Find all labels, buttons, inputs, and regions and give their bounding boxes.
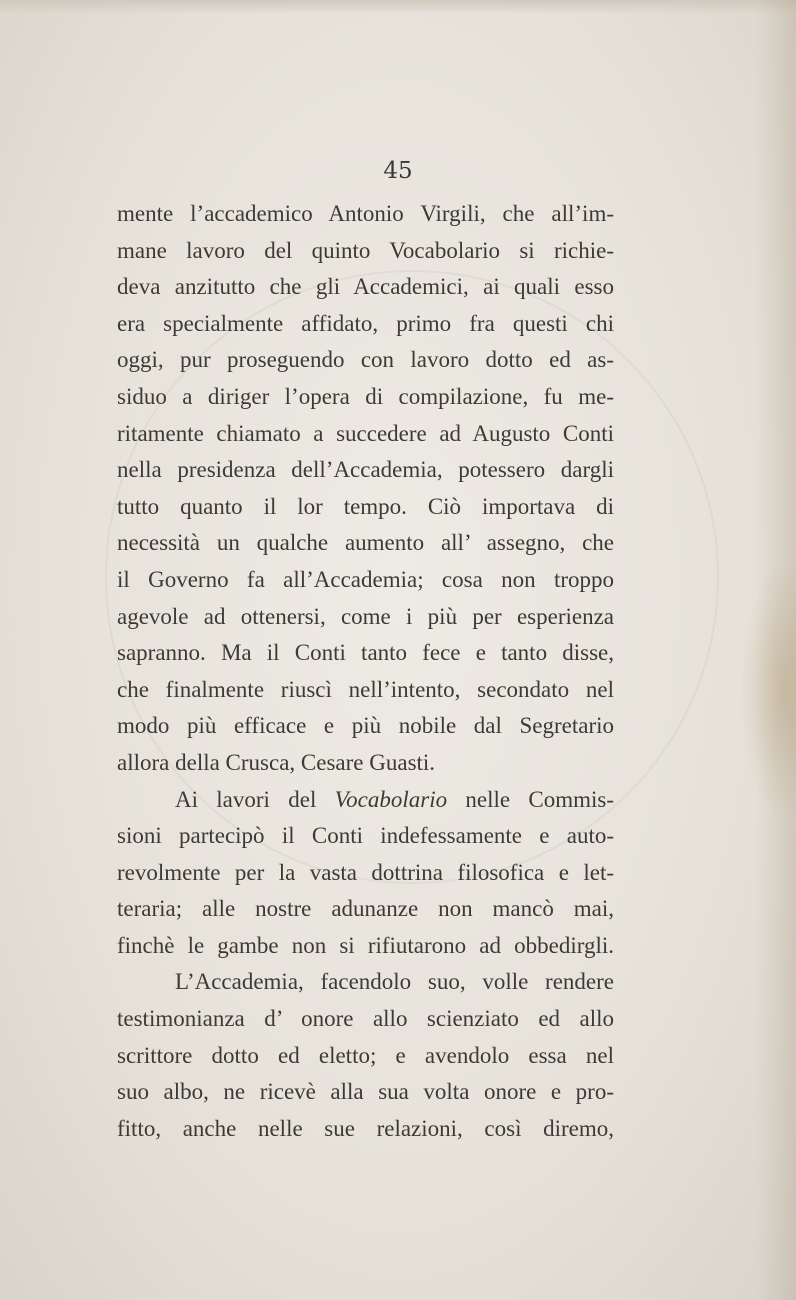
text-line: siduo a diriger l’opera di compilazione, fu me- (117, 383, 614, 409)
text-line: mente l’accademico Antonio Virgili, che all’im- (117, 201, 614, 226)
text-line: che finalmente riuscì nell’intento, secondato nel (117, 676, 614, 702)
paragraph-3-first-line: L’Accademia, facendolo suo, volle rendere (175, 969, 614, 995)
text-fragment: nelle Commis- (447, 786, 614, 812)
text-line: oggi, pur proseguendo con lavoro dotto ed as- (117, 347, 614, 373)
text-line: sioni partecipò il Conti indefessamente e auto- (117, 823, 614, 849)
text-line: era specialmente affidato, primo fra questi chi (117, 310, 614, 336)
text-line: ritamente chiamato a succedere ad Augusto Conti (117, 420, 614, 446)
paper-stain (740, 560, 796, 820)
text-line: nella presidenza dell’Accademia, potessero dargli (117, 457, 614, 483)
text-line: deva anzitutto che gli Accademici, ai quali esso (117, 274, 614, 300)
italic-title: Vocabolario (334, 786, 448, 812)
text-fragment: Ai lavori del (175, 786, 335, 812)
text-line: suo albo, ne ricevè alla sua volta onore e pro- (117, 1079, 614, 1105)
text-line: fitto, anche nelle sue relazioni, così diremo, (117, 1115, 614, 1141)
text-line: finchè le gambe non si rifiutarono ad obbedirgli. (117, 932, 614, 958)
text-line: sapranno. Ma il Conti tanto fece e tanto disse, (117, 640, 614, 666)
text-line: scrittore dotto ed eletto; e avendolo essa nel (117, 1042, 614, 1068)
paragraph-2-first-line (117, 782, 614, 819)
page-number: 45 (383, 158, 413, 184)
text-line: mane lavoro del quinto Vocabolario si richie- (117, 237, 614, 263)
text-line: necessità un qualche aumento all’ assegno, che (117, 530, 614, 556)
body-text (117, 196, 614, 1147)
text-line: il Governo fa all’Accademia; cosa non troppo (117, 566, 614, 592)
text-line: teraria; alle nostre adunanze non mancò mai, (117, 896, 614, 922)
text-line: testimonianza d’ onore allo scienziato ed allo (117, 1006, 614, 1032)
text-line: tutto quanto il lor tempo. Ciò importava di (117, 493, 614, 519)
text-line: revolmente per la vasta dottrina filosofica e let- (117, 859, 614, 885)
text-line: allora della Crusca, Cesare Guasti. (117, 749, 436, 775)
text-line: agevole ad ottenersi, come i più per esperienza (117, 603, 614, 629)
text-line: modo più efficace e più nobile dal Segretario (117, 713, 614, 739)
page-top-shadow (0, 0, 796, 14)
